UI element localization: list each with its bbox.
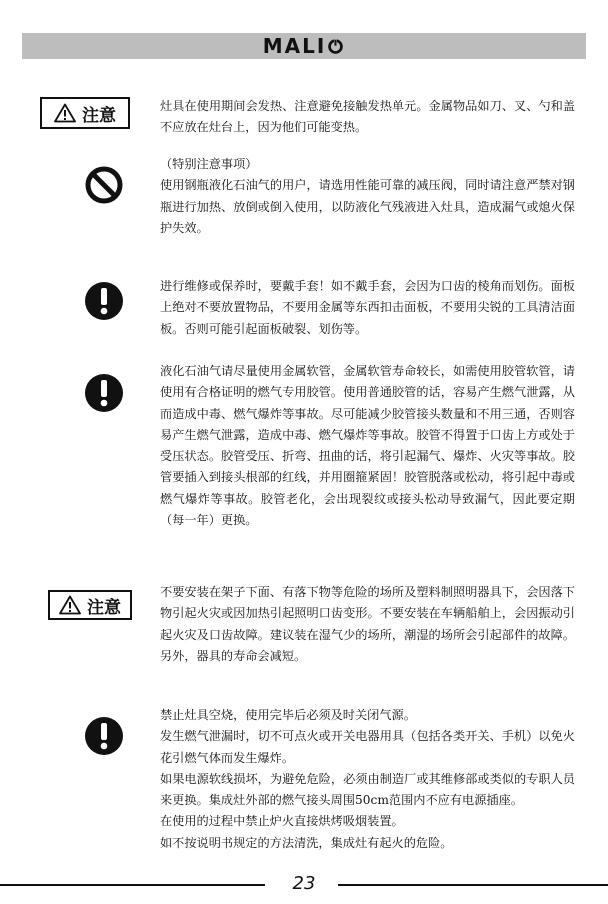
- paragraph: 灶具在使用期间会发热、注意避免接触发热单元。金属物品如刀、叉、勺和盖不应放在灶台上，因为他们可能变热。: [160, 99, 575, 135]
- header-bar: [22, 33, 586, 59]
- text-block-5: [160, 582, 575, 667]
- paragraph: 液化石油气请尽量使用金属软管，金属软管寿命较长，如需使用胶管软管，请使用有合格证明的燃气专用胶管。使用普通胶管的话，容易产生燃气泄露，从而造成中毒、燃气爆炸等事故。尽可能减少胶管接头数量和不用三通，否则容易产生燃气泄露，造成中毒、燃气爆炸等事故。胶管不得置于口齿上方或处于受压状态。胶管受压、折弯、扭曲的话，将引起漏气、爆炸、火灾等事故。胶管要插入到接头根部的红线，并用圈箍紧固！胶管脱落或松动，将引起中毒或燃气爆炸等事故。胶管老化，会出现裂纹或接头松动导致漏气，因此要定期（每一年）更换。: [160, 364, 575, 528]
- text-block-4: [160, 361, 575, 531]
- paragraph: 进行维修或保养时，要戴手套！如不戴手套，会因为口齿的棱角而划伤。面板上绝对不要放置物品，不要用金属等东西扣击面板，不要用尖锐的工具清洁面板。否则可能引起面板破裂、划伤等。: [160, 279, 575, 336]
- brand-logo: [263, 34, 346, 58]
- paragraph: 禁止灶具空烧，使用完毕后必须及时关闭气源。: [160, 708, 416, 722]
- paragraph: 使用钢瓶液化石油气的用户，请选用性能可靠的减压阀，同时请注意严禁对钢瓶进行加热、放倒或倒入使用，以防液化气残液进入灶具，造成漏气或熄火保护失效。: [160, 178, 575, 235]
- footer-rule-left: [0, 884, 265, 886]
- paragraph: 如不按说明书规定的方法清洗，集成灶有起火的危险。: [160, 835, 453, 850]
- paragraph: 不要安装在架子下面、有落下物等危险的场所及塑料制照明器具下，会因落下物引起火灾或因加热引起照明口齿变形。不要安装在车辆船舶上，会因振动引起火灾及口齿故障。建议装在湿气少的场所，潮湿的场所会引起部件的故障。另外，器具的寿命会减短。: [160, 585, 575, 663]
- paragraph: 发生燃气泄漏时，切不可点火或开关电器用具（包括各类开关、手机）以免火花引燃气体而发生爆炸。: [160, 729, 575, 765]
- caution-text: 注意: [87, 597, 121, 618]
- caution-text: 注意: [82, 105, 116, 126]
- brand-o-mark-icon: [327, 38, 344, 55]
- paragraph: 在使用的过程中禁止炉火直接烘烤吸烟装置。: [160, 814, 404, 829]
- caution-label-1: [40, 97, 130, 129]
- mandatory-exclamation-icon: [84, 373, 124, 413]
- warning-triangle-icon: [54, 103, 76, 123]
- prohibited-icon: [84, 165, 124, 205]
- paragraph: 如果电源软线损坏，为避免危险，必须由制造厂或其维修部或类似的专职人员来更换。集成灶外部的燃气接头周围50cm范围内不应有电源插座。: [160, 771, 575, 808]
- text-block-6: [160, 705, 575, 854]
- paragraph-title: （特别注意事项）: [160, 157, 258, 171]
- caution-label-2: [48, 590, 132, 620]
- mandatory-exclamation-icon: [84, 281, 124, 321]
- text-block-1: [160, 96, 575, 139]
- footer-rule-right: [338, 884, 608, 886]
- page-number: 23: [292, 873, 316, 894]
- mandatory-exclamation-icon: [84, 716, 124, 756]
- brand-text: MALI: [262, 34, 327, 58]
- warning-triangle-icon: [59, 595, 81, 615]
- text-block-2: [160, 154, 575, 239]
- text-block-3: [160, 276, 575, 340]
